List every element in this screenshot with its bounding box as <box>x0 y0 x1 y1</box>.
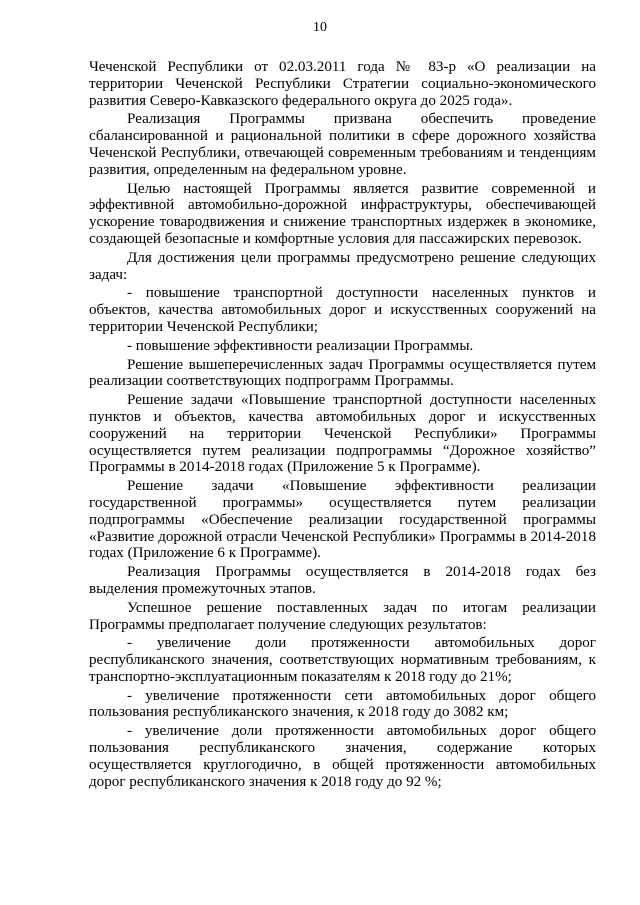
paragraph: Целью настоящей Программы является развитие современной и эффективной автомобильно-дорожной инфраструктуры, обеспечивающей ускорение товародвижения и снижение транспортных издержек в экономике, создающей безопасные и комфортные условия для пассажирских перевозок. <box>89 180 596 247</box>
paragraph: Реализация Программы осуществляется в 2014-2018 годах без выделения промежуточных этапов. <box>89 564 596 597</box>
list-item: - повышение транспортной доступности населенных пунктов и объектов, качества автомобильных дорог и искусственных сооружений на территории Чеченской Республики; <box>89 285 596 335</box>
paragraph: Решение вышеперечисленных задач Программы осуществляется путем реализации соответствующих подпрограмм Программы. <box>89 356 596 390</box>
list-item: - увеличение протяженности сети автомобильных дорог общего пользования республиканского значения, к 2018 году до 3082 км; <box>89 687 596 721</box>
paragraph: Для достижения цели программы предусмотрено решение следующих задач: <box>89 249 596 283</box>
document-body <box>89 59 596 792</box>
list-item: - повышение эффективности реализации Программы. <box>127 337 474 354</box>
page-number: 10 <box>313 20 327 35</box>
paragraph: Успешное решение поставленных задач по итогам реализации Программы предполагает получение следующих результатов: <box>89 599 596 633</box>
list-item: - увеличение доли протяженности автомобильных дорог республиканского значения, соответствующих нормативным требованиям, к транспортно-эксплуатационным показателям к 2018 году до 21%; <box>89 635 596 685</box>
paragraph: Чеченской Республики от 02.03.2011 года № 83-р «О реализации на территории Чеченской Республики Стратегии социально-экономического развития Северо-Кавказского федерального округа до 2025 года». <box>89 59 596 109</box>
paragraph: Реализация Программы призвана обеспечить проведение сбалансированной и рациональной политики в сфере дорожного хозяйства Чеченской Республики, отвечающей современным требованиям и тенденциям развития, определенным на федеральном уровне. <box>89 111 596 178</box>
list-item: - увеличение доли протяженности автомобильных дорог общего пользования республиканского значения, содержание которых осуществляется круглогодично, в общей протяженности автомобильных дорог республиканского значения к 2018 году до 92 %; <box>89 723 596 790</box>
paragraph: Решение задачи «Повышение эффективности реализации государственной программы» осуществляется путем реализации подпрограммы «Обеспечение реализации государственной программы «Развитие дорожной отрасли Чеченской Республики» Программы в 2014-2018 годах (Приложение 6 к Программе). <box>89 478 596 562</box>
paragraph: Решение задачи «Повышение транспортной доступности населенных пунктов и объектов, качества автомобильных дорог и искусственных сооружений на территории Чеченской Республики» Программы осуществляется путем реализации подпрограммы “Дорожное хозяйство” Программы в 2014-2018 годах (Приложение 5 к Программе). <box>89 392 596 476</box>
